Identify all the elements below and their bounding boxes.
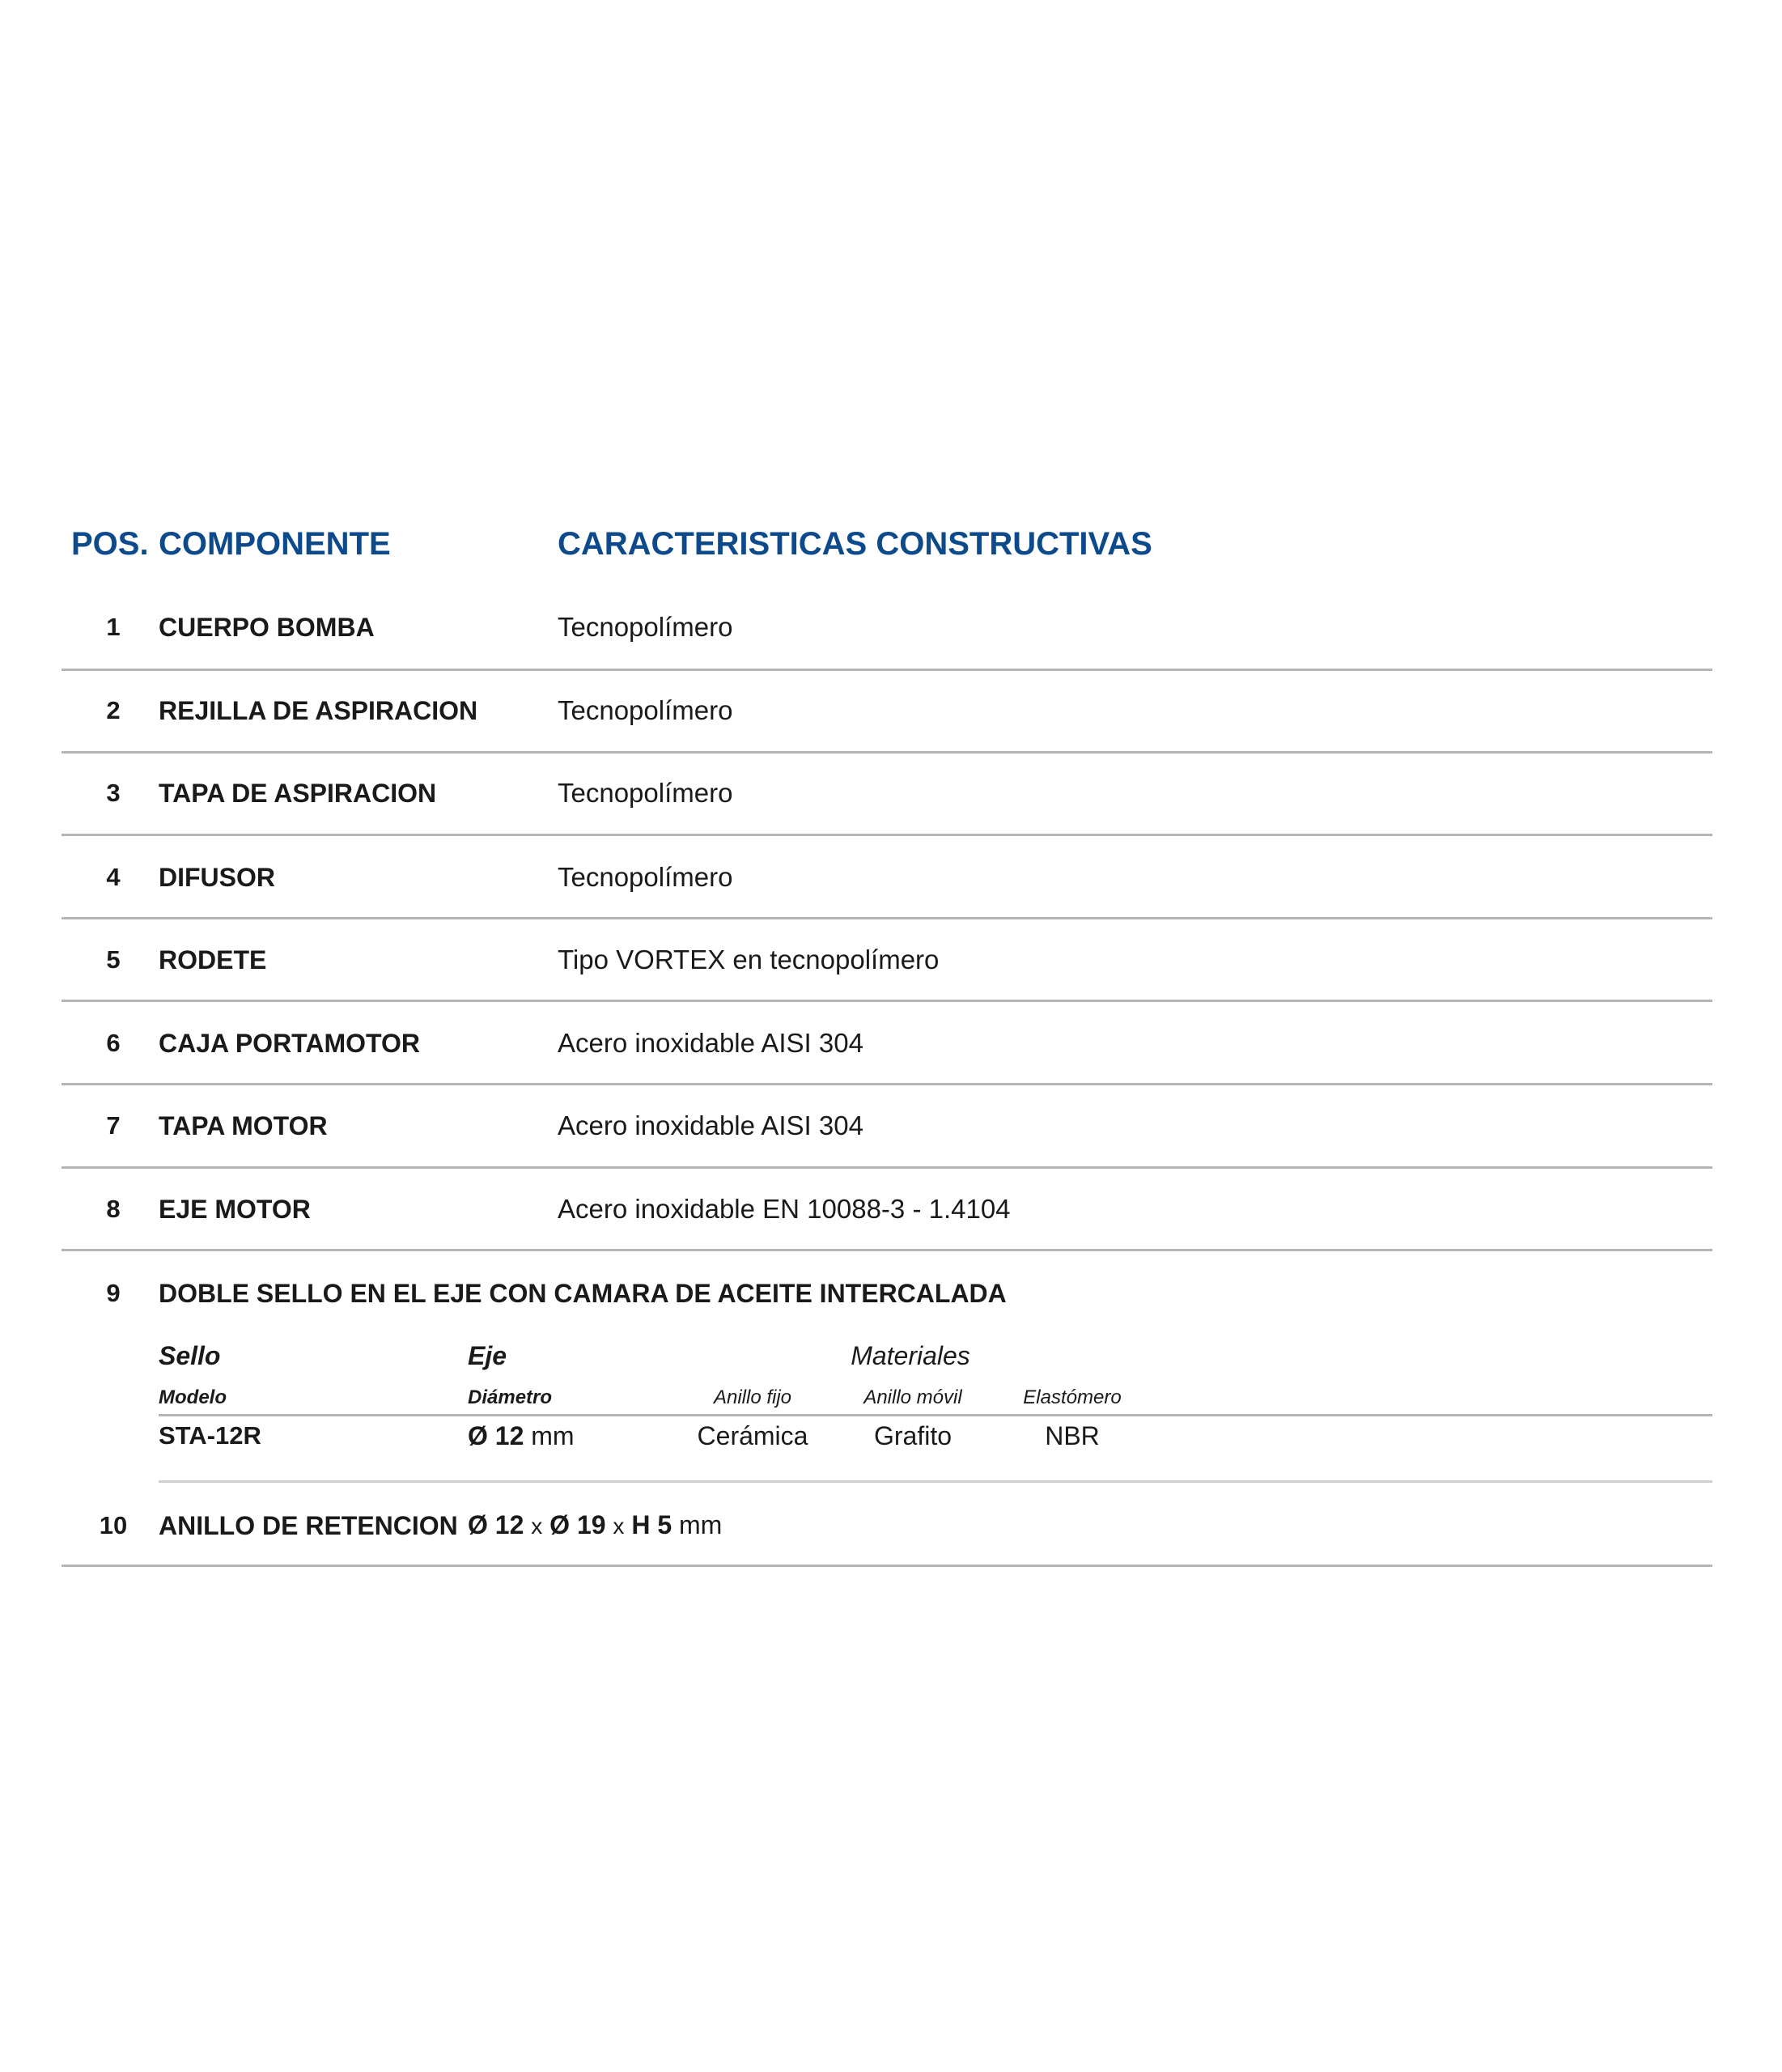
row-pos: 2 — [106, 696, 121, 724]
seal-diametro-value — [468, 1421, 575, 1451]
row-description: Acero inoxidable AISI 304 — [558, 1028, 863, 1058]
row-divider — [62, 834, 1712, 836]
retention-sep2: x — [613, 1514, 625, 1539]
row-description: Acero inoxidable EN 10088-3 - 1.4104 — [558, 1194, 1011, 1224]
retention-dimensions — [468, 1510, 722, 1540]
row-description: Tecnopolímero — [558, 612, 733, 642]
row-component: EJE MOTOR — [159, 1195, 311, 1224]
row-divider — [62, 1166, 1712, 1169]
row-divider — [62, 917, 1712, 919]
seal-elastomero-label: Elastómero — [1023, 1386, 1122, 1408]
seal-anillo-movil-value: Grafito — [873, 1421, 953, 1450]
row-divider — [62, 1565, 1712, 1567]
seal-materiales-label: Materiales — [851, 1341, 970, 1370]
row-description: Tecnopolímero — [558, 778, 733, 808]
seal-elastomero-value: NBR — [1045, 1421, 1100, 1450]
header-pos: POS. — [71, 526, 149, 562]
row-pos: 5 — [106, 945, 121, 974]
row-component: DIFUSOR — [159, 863, 275, 892]
row-pos: 10 — [99, 1511, 128, 1539]
seal-modelo-value: STA-12R — [159, 1421, 261, 1450]
row-divider — [62, 751, 1712, 754]
diameter-unit: mm — [531, 1421, 575, 1450]
seal-anillo-fijo-label: Anillo fijo — [713, 1386, 792, 1408]
row-pos: 3 — [106, 779, 121, 807]
seal-modelo-label: Modelo — [159, 1386, 227, 1408]
row-component: TAPA MOTOR — [159, 1111, 328, 1140]
seal-anillo-fijo-value: Cerámica — [697, 1421, 808, 1450]
retention-h: H 5 — [631, 1510, 672, 1539]
row-component: RODETE — [159, 945, 267, 974]
row-divider — [62, 1083, 1712, 1085]
seal-sello-label: Sello — [159, 1341, 221, 1370]
row-description: Tecnopolímero — [558, 862, 733, 892]
row-description: Tipo VORTEX en tecnopolímero — [558, 945, 940, 974]
row-component: ANILLO DE RETENCION — [159, 1511, 458, 1540]
header-component: COMPONENTE — [159, 526, 391, 562]
row-pos: 1 — [106, 613, 121, 641]
row-pos: 6 — [106, 1029, 121, 1057]
row-component: CUERPO BOMBA — [159, 613, 375, 642]
retention-sep1: x — [531, 1514, 543, 1539]
retention-d2: Ø 19 — [549, 1510, 606, 1539]
row-description: Tecnopolímero — [558, 695, 733, 725]
seal-anillo-movil-label: Anillo móvil — [863, 1386, 962, 1408]
retention-d1: Ø 12 — [468, 1510, 524, 1539]
row-component: TAPA DE ASPIRACION — [159, 779, 437, 808]
header-characteristics: CARACTERISTICAS CONSTRUCTIVAS — [558, 526, 1152, 562]
row-pos: 8 — [106, 1195, 121, 1223]
row-divider — [62, 669, 1712, 671]
row-description: Acero inoxidable AISI 304 — [558, 1110, 863, 1140]
row-divider — [62, 1249, 1712, 1251]
seal-bottom-divider — [159, 1480, 1712, 1483]
seal-diametro-label: Diámetro — [468, 1386, 553, 1408]
row-pos: 9 — [106, 1279, 121, 1307]
row-component: DOBLE SELLO EN EL EJE CON CAMARA DE ACEITE INTERCALADA — [159, 1279, 1007, 1308]
row-pos: 7 — [106, 1111, 121, 1140]
diameter-symbol: Ø — [468, 1421, 488, 1450]
diameter-number: 12 — [494, 1421, 524, 1450]
row-component: REJILLA DE ASPIRACION — [159, 696, 478, 725]
row-pos: 4 — [106, 863, 121, 891]
retention-unit: mm — [679, 1510, 723, 1539]
row-divider — [62, 1000, 1712, 1002]
row-component: CAJA PORTAMOTOR — [159, 1029, 420, 1058]
seal-header-divider — [159, 1414, 1712, 1416]
seal-eje-label: Eje — [468, 1341, 507, 1370]
